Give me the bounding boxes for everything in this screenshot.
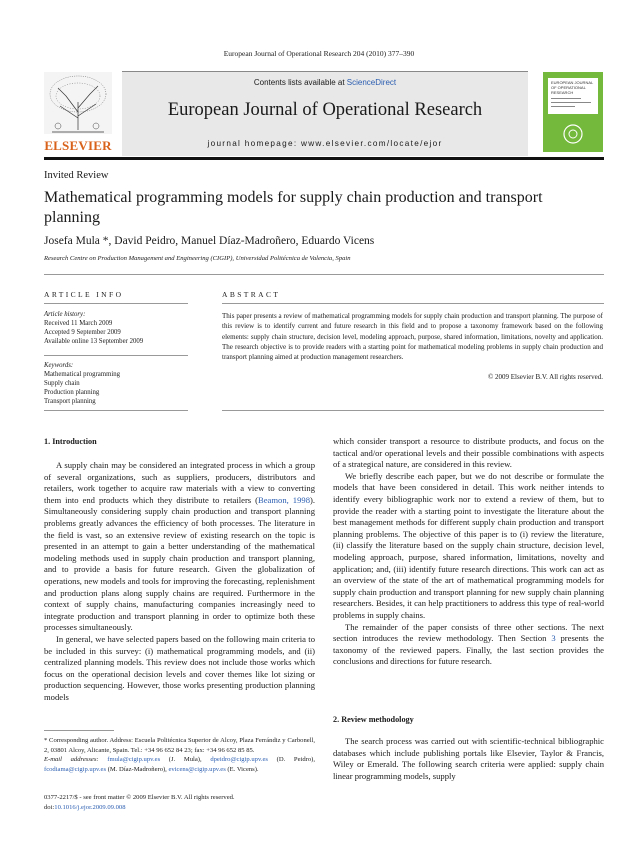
elsevier-wordmark: ELSEVIER: [44, 138, 112, 153]
paragraph: The search process was carried out with scientific-technical bibliographic databases which include publishing portals like Elsevier, Taylor & Francis, Wiley or Emerald. The following search criteria were applied: supply chain linear programming models, supply: [333, 736, 604, 781]
text-run: (M. Díaz-Madroñero),: [106, 765, 169, 773]
history-online: Available online 13 September 2009: [44, 338, 144, 345]
cover-title-panel: [548, 78, 598, 114]
text-run: presents the taxonomy of the reviewed papers. Finally, the last section provides the conclusions and directions for future research.: [333, 633, 604, 667]
email-link[interactable]: dpeidro@cigip.upv.es: [210, 756, 268, 763]
journal-reference: European Journal of Operational Research 204 (2010) 377–390: [223, 49, 415, 58]
text-run: A supply chain may be considered an integrated process in which a group of several organizations, such as suppliers, producers, distributors and retailers, work together to acquire raw materials with a view to converting them into end products which they distribute to retailers (: [44, 460, 315, 505]
keywords-list: [44, 361, 188, 406]
cover-line: [551, 98, 581, 99]
history-received: Received 11 March 2009: [44, 320, 113, 327]
affiliation: Research Centre on Production Management and Engineering (CIGIP), Universidad Politécnica de Valencia, Spain: [44, 255, 351, 262]
text-run: The remainder of the paper consists of three other sections. The next section introduces the review methodology. Then Section: [333, 621, 604, 644]
sciencedirect-link[interactable]: ScienceDirect: [346, 78, 397, 87]
right-column-text: [333, 436, 604, 668]
author-list: Josefa Mula *, David Peidro, Manuel Díaz-Madroñero, Eduardo Vicens: [44, 235, 375, 247]
divider: [44, 274, 604, 275]
keyword: Production planning: [44, 389, 100, 396]
section-link[interactable]: 3: [551, 633, 556, 644]
journal-homepage[interactable]: journal homepage: www.elsevier.com/locate/ejor: [207, 139, 443, 148]
email-link[interactable]: evicens@cigip.upv.es: [168, 765, 226, 773]
footnotes: [44, 736, 315, 774]
email-link[interactable]: fcodiama@cigip.upv.es: [44, 765, 107, 773]
divider: [44, 355, 188, 356]
email-addresses: [44, 755, 315, 774]
article-history: [44, 310, 188, 346]
abstract-copyright: © 2009 Elsevier B.V. All rights reserved.: [487, 373, 603, 381]
cover-title: EUROPEAN JOURNAL OF OPERATIONAL RESEARCH: [551, 80, 594, 95]
divider: [44, 410, 188, 411]
keyword: Mathematical programming: [44, 371, 121, 378]
history-label: Article history:: [44, 311, 86, 318]
doi-line: [44, 803, 344, 813]
text-run: ). Simultaneously considering supply chain production and transport planning problems greatly advances the efficiency of both processes. The literature in the field is vast, so an extensive review of existing research on the topic is presented in an attempt to gain a better understanding of the mathematical modeling methods used in supply chain production and transport planning, and to provide a basis for future research. Given the globalization of operations, new models and tools for improving the forecasting, replenishment and production plans along supply chains are required. Furthermore in the context of supply chains, manufacturing companies increasingly need to integrate production and transport planning in order to optimize both these processes simultaneously.: [44, 494, 316, 633]
left-column-text: [44, 460, 315, 703]
keyword: Supply chain: [44, 380, 80, 387]
methodology-text: [333, 736, 604, 782]
paragraph: [44, 460, 315, 634]
section-heading-introduction: 1. Introduction: [44, 437, 97, 446]
text-run: (E. Vicens).: [225, 765, 259, 773]
journal-title: European Journal of Operational Research: [167, 100, 483, 120]
citation-link[interactable]: Beamon, 1998: [258, 494, 310, 505]
article-type: Invited Review: [44, 170, 109, 181]
keywords-label: Keywords:: [44, 362, 74, 369]
footnote-rule: [44, 730, 114, 731]
cover-emblem-icon: [560, 122, 586, 146]
email-label: E-mail addresses:: [44, 756, 108, 763]
divider: [44, 303, 188, 304]
text-run: (J. Mula),: [160, 756, 211, 763]
doi-prefix: doi:: [44, 803, 55, 811]
article-info-heading: ARTICLE INFO: [44, 290, 124, 299]
contents-prefix: Contents lists available at: [253, 78, 347, 87]
abstract-text: This paper presents a review of mathematical programming models for supply chain production and transport planning. The purpose of this review is to identify current and future research in this field and to propose a taxonomy framework based on the following elements: supply chain structure, decision level, modeling approach, purpose, shared information, limitations, novelty and application. The research objective is to provide readers with a starting point for mathematical modeling problems in supply chain production and transport planning aimed at production management researchers.: [222, 312, 603, 362]
history-accepted: Accepted 9 September 2009: [44, 329, 121, 336]
paragraph: [333, 622, 604, 668]
paragraph: In general, we have selected papers based on the following main criteria to be included in this survey: (i) mathematical programming models, and (ii) centralized planning models. This review does not include those works which focus on the operational decision levels and cover themes like lot sizing or production sequencing. However, those works presenting production planning models: [44, 633, 315, 702]
keyword: Transport planning: [44, 398, 96, 405]
divider: [222, 303, 604, 304]
text-run: (D. Peidro),: [267, 756, 315, 763]
issn-doi: [44, 793, 344, 812]
contents-available: [122, 78, 528, 87]
paragraph: which consider transport a resource to distribute products, and focus on the tactical and/or operational levels and their possible combinations with aspects of a strategical nature, are considered in this review.: [333, 436, 604, 470]
paper-title: Mathematical programming models for supply chain production and transport planning: [44, 189, 543, 226]
cover-line: [551, 102, 591, 103]
paragraph: We briefly describe each paper, but we do not describe or formulate the models that have been considered in detail. This work neither intends to identify every bibliographic work nor to extend a review of them, but to provide the reader with a starting point to investigate the literature about the best management methods for different supply chain production and transport planning problems. The objective of this paper is to (i) review the literature, (ii) classify the literature based on the supply chain structure, decision level, modeling approach, purpose, shared information, limitations, novelty and application; and, (iii) identify future research directions. This work can act as an overview of the state of the art of mathematical programming models for supply chain production and transport planning for new supply chain planning researchers. Besides, it can help practitioners to address this type of real-world problems in supply chains.: [333, 470, 604, 620]
doi-link[interactable]: 10.1016/j.ejor.2009.09.008: [54, 803, 126, 811]
header-bottom-rule: [44, 157, 604, 160]
section-heading-methodology: 2. Review methodology: [333, 715, 414, 724]
cover-line: [551, 106, 575, 107]
issn-line: 0377-2217/$ - see front matter © 2009 Elsevier B.V. All rights reserved.: [44, 794, 235, 801]
abstract-heading: ABSTRACT: [222, 290, 281, 299]
corresponding-author-note: * Corresponding author. Address: Escuela Politécnica Superior de Alcoy, Plaza Ferrándiz y Carbonell, 2, 03801 Alcoy, Alicante, Spain. Tel.: +34 96 652 84 23; fax: +34 96 652 85 85.: [44, 737, 315, 754]
email-link[interactable]: fmula@cigip.upv.es: [107, 756, 161, 763]
divider: [222, 410, 604, 411]
